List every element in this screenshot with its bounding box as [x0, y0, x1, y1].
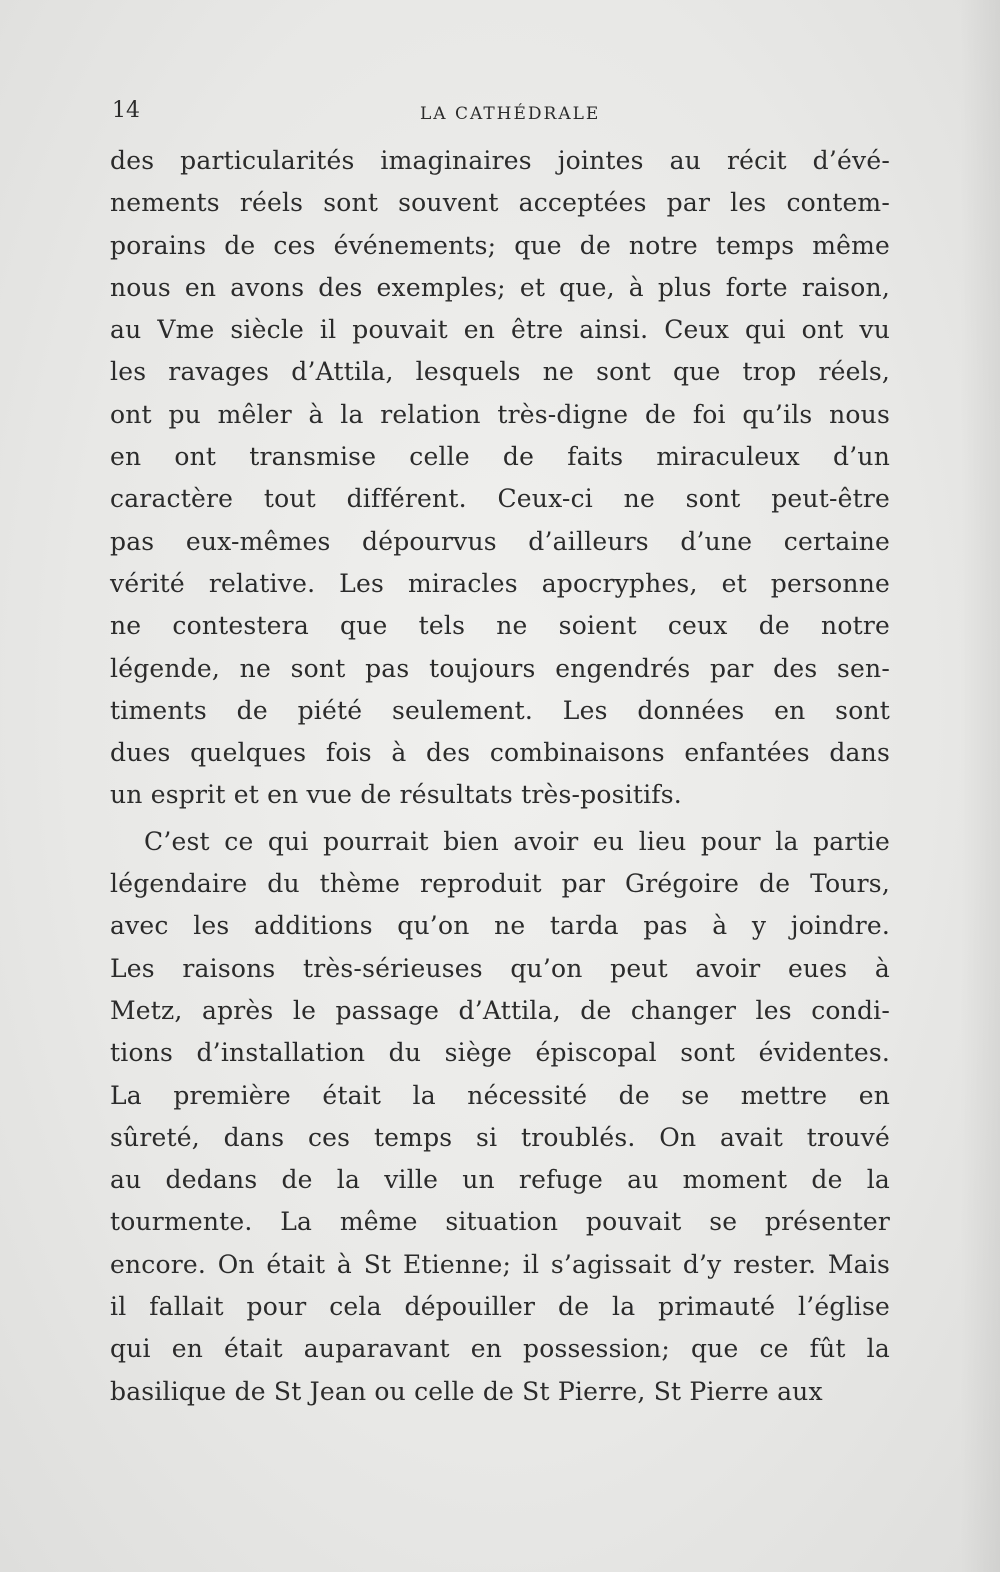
- text-line: Les raisons très-sérieuses qu’on peut avoir eues à: [110, 953, 890, 983]
- text-line: les ravages d’Attila, lesquels ne sont que trop réels,: [110, 357, 890, 387]
- text-line: La première était la nécessité de se mettre en: [110, 1080, 890, 1110]
- text-line: basilique de St Jean ou celle de St Pierre, St Pierre aux: [110, 1376, 823, 1406]
- text-line: ont pu mêler à la relation très-digne de foi qu’ils nous: [110, 399, 890, 429]
- text-line: encore. On était à St Etienne; il s’agissait d’y rester. Mais: [110, 1249, 890, 1279]
- text-line: légendaire du thème reproduit par Grégoire de Tours,: [110, 869, 890, 899]
- text-line: Metz, après le passage d’Attila, de changer les condi-: [110, 995, 890, 1025]
- paragraph-1: [110, 140, 890, 817]
- page-shadow: [960, 0, 1000, 1572]
- running-title: LA CATHÉDRALE: [420, 104, 601, 124]
- text-line: un esprit et en vue de résultats très-positifs.: [110, 780, 682, 810]
- text-line: en ont transmise celle de faits miraculeux d’un: [110, 442, 890, 472]
- text-line: caractère tout différent. Ceux-ci ne sont peut-être: [110, 484, 890, 514]
- text-line: qui en était auparavant en possession; que ce fût la: [110, 1334, 890, 1364]
- text-line: tourmente. La même situation pouvait se présenter: [110, 1207, 890, 1237]
- text-line: il fallait pour cela dépouiller de la primauté l’église: [110, 1292, 890, 1322]
- body-text: [110, 140, 890, 1413]
- text-line: nements réels sont souvent acceptées par les contem-: [110, 188, 890, 218]
- text-line: au Vme siècle il pouvait en être ainsi. Ceux qui ont vu: [110, 315, 890, 345]
- paragraph-2: [110, 821, 890, 1413]
- page-header: [112, 98, 892, 128]
- text-line: pas eux-mêmes dépourvus d’ailleurs d’une certaine: [110, 526, 890, 556]
- text-line: tions d’installation du siège épiscopal sont évidentes.: [110, 1038, 890, 1068]
- text-line: timents de piété seulement. Les données en sont: [110, 695, 890, 725]
- text-line: nous en avons des exemples; et que, à plus forte raison,: [110, 272, 890, 302]
- text-line: au dedans de la ville un refuge au moment de la: [110, 1165, 890, 1195]
- text-line: dues quelques fois à des combinaisons enfantées dans: [110, 738, 890, 768]
- text-line: avec les additions qu’on ne tarda pas à y joindre.: [110, 911, 890, 941]
- text-line: ne contestera que tels ne soient ceux de notre: [110, 611, 890, 641]
- text-line: sûreté, dans ces temps si troublés. On avait trouvé: [110, 1122, 890, 1152]
- text-line: légende, ne sont pas toujours engendrés par des sen-: [110, 653, 890, 683]
- page-number: 14: [112, 98, 140, 123]
- text-line: des particularités imaginaires jointes au récit d’évé-: [110, 146, 890, 175]
- text-line: C’est ce qui pourrait bien avoir eu lieu pour la partie: [144, 826, 890, 856]
- text-line: vérité relative. Les miracles apocryphes, et personne: [110, 568, 890, 598]
- text-line: porains de ces événements; que de notre temps même: [110, 230, 890, 260]
